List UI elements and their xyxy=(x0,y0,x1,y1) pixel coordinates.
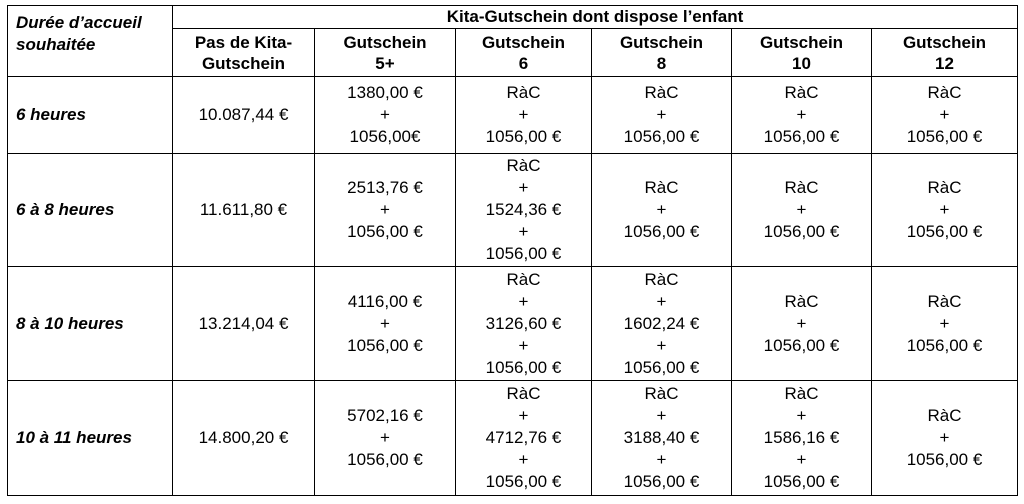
table-cell xyxy=(173,77,315,154)
column-header xyxy=(315,29,456,77)
cell-line: 1056,00 € xyxy=(623,222,700,241)
table-cell xyxy=(732,154,872,267)
cell-line: 1586,16 € xyxy=(763,428,840,447)
column-header-line: 10 xyxy=(792,53,811,73)
cell-line: + xyxy=(939,105,950,124)
table-row xyxy=(8,77,1018,154)
table-cell xyxy=(315,77,456,154)
row-label: 6 à 8 heures xyxy=(8,154,173,267)
cell-line: 1056,00 € xyxy=(763,472,840,491)
group-header: Kita-Gutschein dont dispose l’enfant xyxy=(173,6,1018,29)
cell-line: + xyxy=(656,291,667,311)
cell-line: 1524,36 € xyxy=(485,200,562,219)
table-row xyxy=(8,267,1018,381)
column-header-line: 5+ xyxy=(375,53,395,73)
cell-line: 1602,24 € xyxy=(623,313,700,333)
cell-line: + xyxy=(656,200,667,219)
table-cell xyxy=(732,381,872,496)
table-cell xyxy=(173,154,315,267)
cell-line: RàC xyxy=(927,406,962,425)
cell-line: 1056,00 € xyxy=(347,450,423,469)
cell-line: 2513,76 € xyxy=(347,178,423,197)
column-header xyxy=(592,29,732,77)
table-cell xyxy=(592,154,732,267)
column-header-line: Gutschein xyxy=(343,32,427,52)
cell-line: 5702,16 € xyxy=(347,406,423,425)
cell-line: 1056,00 € xyxy=(763,127,840,146)
cell-line: 1056,00 € xyxy=(763,222,840,241)
column-header-line: Gutschein xyxy=(481,32,566,52)
cell-line: 4116,00 € xyxy=(347,291,423,311)
cell-line: RàC xyxy=(644,384,679,403)
cell-line: + xyxy=(518,335,529,355)
column-header-line: 6 xyxy=(518,53,529,73)
cell-line: 3188,40 € xyxy=(623,428,700,447)
table-cell xyxy=(173,381,315,496)
cell-line: + xyxy=(939,313,950,333)
cell-line: + xyxy=(796,313,807,333)
cell-line: + xyxy=(518,105,529,124)
cell-line: + xyxy=(939,200,950,219)
table-cell xyxy=(315,381,456,496)
column-header-line: Gutschein xyxy=(201,53,286,73)
cell-line: 14.800,20 € xyxy=(198,428,289,447)
cell-line: RàC xyxy=(506,384,541,403)
cell-line: 1056,00 € xyxy=(623,127,700,146)
cell-line: 1056,00 € xyxy=(485,357,562,377)
table-row xyxy=(8,381,1018,496)
corner-header xyxy=(8,6,173,77)
cell-line: + xyxy=(518,178,529,197)
table-cell xyxy=(173,267,315,381)
cell-line: + xyxy=(796,450,807,469)
cell-line: RàC xyxy=(506,156,541,175)
column-header xyxy=(456,29,592,77)
cell-line: + xyxy=(380,428,390,447)
table-cell xyxy=(315,267,456,381)
table-cell xyxy=(872,77,1018,154)
cell-line: 1056,00 € xyxy=(347,222,423,241)
cell-line: 1056,00 € xyxy=(906,335,983,355)
cell-line: RàC xyxy=(927,291,962,311)
cell-line: RàC xyxy=(506,83,541,102)
cell-line: + xyxy=(656,335,667,355)
table-cell xyxy=(872,267,1018,381)
cell-line: 11.611,80 € xyxy=(199,200,288,219)
column-header xyxy=(732,29,872,77)
row-label: 10 à 11 heures xyxy=(8,381,173,496)
cell-line: + xyxy=(796,105,807,124)
table-cell xyxy=(456,381,592,496)
column-header xyxy=(173,29,315,77)
table-cell xyxy=(732,77,872,154)
cell-line: + xyxy=(518,406,529,425)
cell-line: + xyxy=(380,313,390,333)
cell-line: + xyxy=(656,105,667,124)
cell-line: RàC xyxy=(784,178,819,197)
table-cell xyxy=(592,77,732,154)
table-cell xyxy=(456,267,592,381)
column-header-line: 12 xyxy=(935,53,954,73)
cell-line: RàC xyxy=(644,269,679,289)
column-header-line: Gutschein xyxy=(759,32,844,52)
table-cell xyxy=(456,154,592,267)
cell-line: + xyxy=(380,105,390,124)
cell-line: + xyxy=(656,406,667,425)
cell-line: + xyxy=(518,222,529,241)
cell-line: RàC xyxy=(927,83,962,102)
row-label: 8 à 10 heures xyxy=(8,267,173,381)
childcare-cost-table xyxy=(7,5,1018,496)
cell-line: 1056,00 € xyxy=(485,127,562,146)
cell-line: RàC xyxy=(784,83,819,102)
cell-line: 1056,00 € xyxy=(906,127,983,146)
cell-line: 1056,00 € xyxy=(623,357,700,377)
cell-line: 13.214,04 € xyxy=(198,313,289,333)
table-cell xyxy=(732,267,872,381)
table-row xyxy=(8,154,1018,267)
table-cell xyxy=(456,77,592,154)
cell-line: RàC xyxy=(644,178,679,197)
column-header xyxy=(872,29,1018,77)
cell-line: RàC xyxy=(784,384,819,403)
cell-line: 1056,00 € xyxy=(623,472,700,491)
column-header-line: Gutschein xyxy=(619,32,704,52)
cell-line: + xyxy=(380,200,390,219)
cell-line: 1056,00 € xyxy=(485,244,562,263)
cell-line: RàC xyxy=(644,83,679,102)
cell-line: 3126,60 € xyxy=(485,313,562,333)
table-cell xyxy=(315,154,456,267)
cell-line: 4712,76 € xyxy=(485,428,562,447)
cell-line: + xyxy=(518,450,529,469)
cell-line: 10.087,44 € xyxy=(198,105,289,124)
cell-line: 1056,00 € xyxy=(485,472,562,491)
cell-line: 1056,00 € xyxy=(906,222,983,241)
cell-line: 1056,00 € xyxy=(763,335,840,355)
column-header-line: Gutschein xyxy=(902,32,987,52)
row-label: 6 heures xyxy=(8,77,173,154)
column-header-line: 8 xyxy=(656,53,667,73)
cell-line: + xyxy=(939,428,950,447)
table-cell xyxy=(592,267,732,381)
cell-line: RàC xyxy=(784,291,819,311)
cell-line: RàC xyxy=(506,269,541,289)
column-header-line: Pas de Kita- xyxy=(194,32,293,52)
cell-line: 1056,00€ xyxy=(349,127,421,146)
table-cell xyxy=(592,381,732,496)
corner-header-line: Durée d’accueil xyxy=(16,13,142,32)
cell-line: 1056,00 € xyxy=(347,335,423,355)
cell-line: 1380,00 € xyxy=(347,83,423,102)
cell-line: + xyxy=(796,200,807,219)
table-cell xyxy=(872,381,1018,496)
cell-line: + xyxy=(656,450,667,469)
cell-line: 1056,00 € xyxy=(906,450,983,469)
corner-header-line: souhaitée xyxy=(16,35,96,54)
cell-line: RàC xyxy=(927,178,962,197)
table-cell xyxy=(872,154,1018,267)
cell-line: + xyxy=(796,406,807,425)
cell-line: + xyxy=(518,291,529,311)
